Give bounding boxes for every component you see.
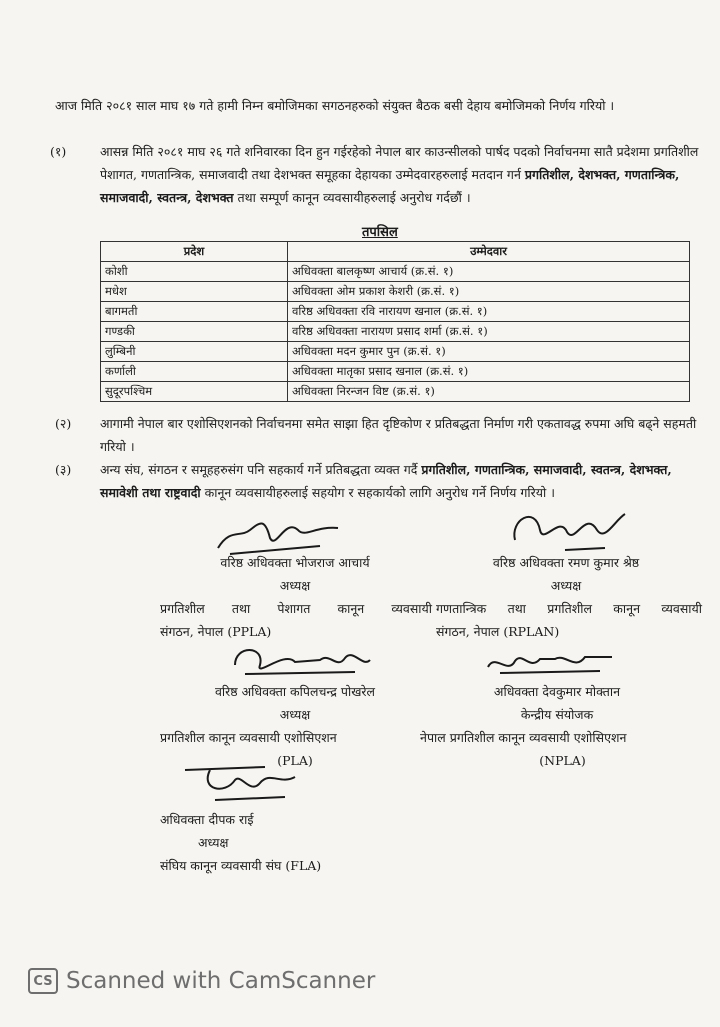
header-candidate: उम्मेदवार (288, 242, 690, 262)
candidate-cell: अधिवक्ता मदन कुमार पुन (क्र.सं. १) (288, 342, 690, 362)
camscanner-footer (28, 968, 375, 994)
signature-raman (505, 500, 635, 555)
table-header-row (101, 242, 690, 262)
item3-text-a: अन्य संघ, संगठन र समूहहरुसंग पनि सहकार्य गर्ने प्रतिबद्धता व्यक्त गर्दै (100, 462, 418, 477)
signatory-name: वरिष्ठ अधिवक्ता कपिलचन्द्र पोखरेल (214, 684, 376, 699)
signatory-org-line2: (NPLA) (539, 753, 586, 768)
signatory-org: नेपाल प्रगतिशील कानून व्यवसायी एशोसिएशन (420, 730, 627, 745)
signatory-name: वरिष्ठ अधिवक्ता रमण कुमार श्रेष्ठ (492, 555, 640, 570)
item3-number: (३) (55, 462, 72, 477)
signatory-org: प्रगतिशील कानून व्यवसायी एशोसिएशन (160, 730, 337, 745)
item1-bold: प्रगतिशील, देशभक्त, गणतान्त्रिक, समाजवादी, स्वतन्त्र, देशभक्त (100, 167, 680, 205)
signatory-org-line2: संगठन, नेपाल (RPLAN) (436, 624, 560, 639)
item2-number: (२) (55, 416, 72, 431)
candidate-cell: अधिवक्ता ओम प्रकाश केशरी (क्र.सं. १) (288, 282, 690, 302)
header-province: प्रदेश (101, 242, 288, 262)
table-row (101, 282, 690, 302)
signatory-role: अध्यक्ष (198, 835, 229, 850)
signatory-devkumar (432, 680, 682, 726)
signatory-role: अध्यक्ष (279, 707, 311, 722)
signatory-name: वरिष्ठ अधिवक्ता भोजराज आचार्य (220, 555, 370, 570)
signatory-bhojraj-org (160, 597, 432, 643)
candidate-table (100, 241, 690, 402)
candidate-cell: अधिवक्ता मातृका प्रसाद खनाल (क्र.सं. १) (288, 362, 690, 382)
candidate-cell: अधिवक्ता निरन्जन विष्ट (क्र.सं. १) (288, 382, 690, 402)
candidate-cell: वरिष्ठ अधिवक्ता रवि नारायण खनाल (क्र.सं. १) (288, 302, 690, 322)
item1-text-b: तथा सम्पूर्ण कानून व्यवसायीहरुलाई अनुरोध गर्दछौं । (237, 190, 471, 205)
signatory-kapil-org (160, 726, 430, 772)
province-cell: मधेश (101, 282, 288, 302)
signatory-name: अधिवक्ता दीपक राई (160, 812, 254, 827)
candidate-cell: वरिष्ठ अधिवक्ता नारायण प्रसाद शर्मा (क्र.सं. १) (288, 322, 690, 342)
item1-paragraph (100, 140, 700, 209)
signature-kapil (225, 640, 375, 680)
signatory-org: संघिय कानून व्यवसायी संघ (FLA) (160, 858, 322, 873)
item1-number: (१) (50, 144, 67, 159)
province-cell: गण्डकी (101, 322, 288, 342)
table-row (101, 322, 690, 342)
signatory-role: केन्द्रीय संयोजक (520, 707, 594, 722)
signatory-role: अध्यक्ष (279, 578, 311, 593)
item3-bold: प्रगतिशील, गणतान्त्रिक, समाजवादी, स्वतन्त्र, देशभक्त, समावेशी तथा राष्ट्रवादी (100, 462, 672, 500)
item3-paragraph (100, 458, 705, 504)
province-cell: सुदूरपश्चिम (101, 382, 288, 402)
province-cell: बागमती (101, 302, 288, 322)
candidate-cell: अधिवक्ता बालकृष्ण आचार्य (क्र.सं. १) (288, 262, 690, 282)
table-row (101, 262, 690, 282)
item3-text-b: कानून व्यवसायीहरुलाई सहयोग र सहकार्यको लागि अनुरोध गर्ने निर्णय गरियो । (204, 485, 555, 500)
signatory-role: अध्यक्ष (550, 578, 582, 593)
signatory-kapil (160, 680, 430, 726)
province-cell: लुम्बिनी (101, 342, 288, 362)
signatory-raman (432, 551, 700, 597)
signatory-devkumar-org (420, 726, 705, 772)
signatory-org: गणतान्त्रिक तथा प्रगतिशील कानून व्यवसायी (436, 601, 702, 616)
intro-paragraph: आज मिति २०८१ साल माघ १७ गते हामी निम्न बमोजिमका सगठनहरुको संयुक्त बैठक बसी देहाय बमोजिमको निर्णय गरियो । (55, 98, 615, 113)
signatory-org-line2: (PLA) (277, 753, 313, 768)
signatory-raman-org (436, 597, 702, 643)
table-title: तपसिल (362, 225, 398, 240)
camscanner-logo-icon: CS (28, 968, 58, 994)
signatory-org: प्रगतिशील तथा पेशागत कानून व्यवसायी (160, 601, 432, 616)
table-row (101, 382, 690, 402)
signatory-name: अधिवक्ता देवकुमार मोक्तान (493, 684, 621, 699)
item1-text-a: आसन्न मिति २०८१ माघ २६ गते शनिवारका दिन हुन गईरहेको नेपाल बार काउन्सीलको पार्षद पदको निर्वाचनमा सातै प्रदेशमा प्रगतिशील पेशागत, गणतान्त्रिक, समाजवादी तथा देशभक्त समूहका देहायका उम्मेदवारहरुलाई मतदान गर्न (100, 144, 699, 182)
footer-text: Scanned with CamScanner (66, 968, 376, 994)
table-row (101, 362, 690, 382)
province-cell: कोशी (101, 262, 288, 282)
table-row (101, 342, 690, 362)
table-row (101, 302, 690, 322)
signatory-bhojraj (160, 551, 430, 597)
province-cell: कर्णाली (101, 362, 288, 382)
item2-paragraph: आगामी नेपाल बार एशोसिएशनको निर्वाचनमा समेत साझा हित दृष्टिकोण र प्रतिबद्धता निर्माण गरी एकतावद्ध रुपमा अघि बढ्ने सहमती गरियो । (100, 416, 697, 454)
signatory-org-line2: संगठन, नेपाल (PPLA) (160, 624, 272, 639)
signature-devkumar (480, 645, 620, 679)
signatory-deepak (160, 808, 460, 877)
